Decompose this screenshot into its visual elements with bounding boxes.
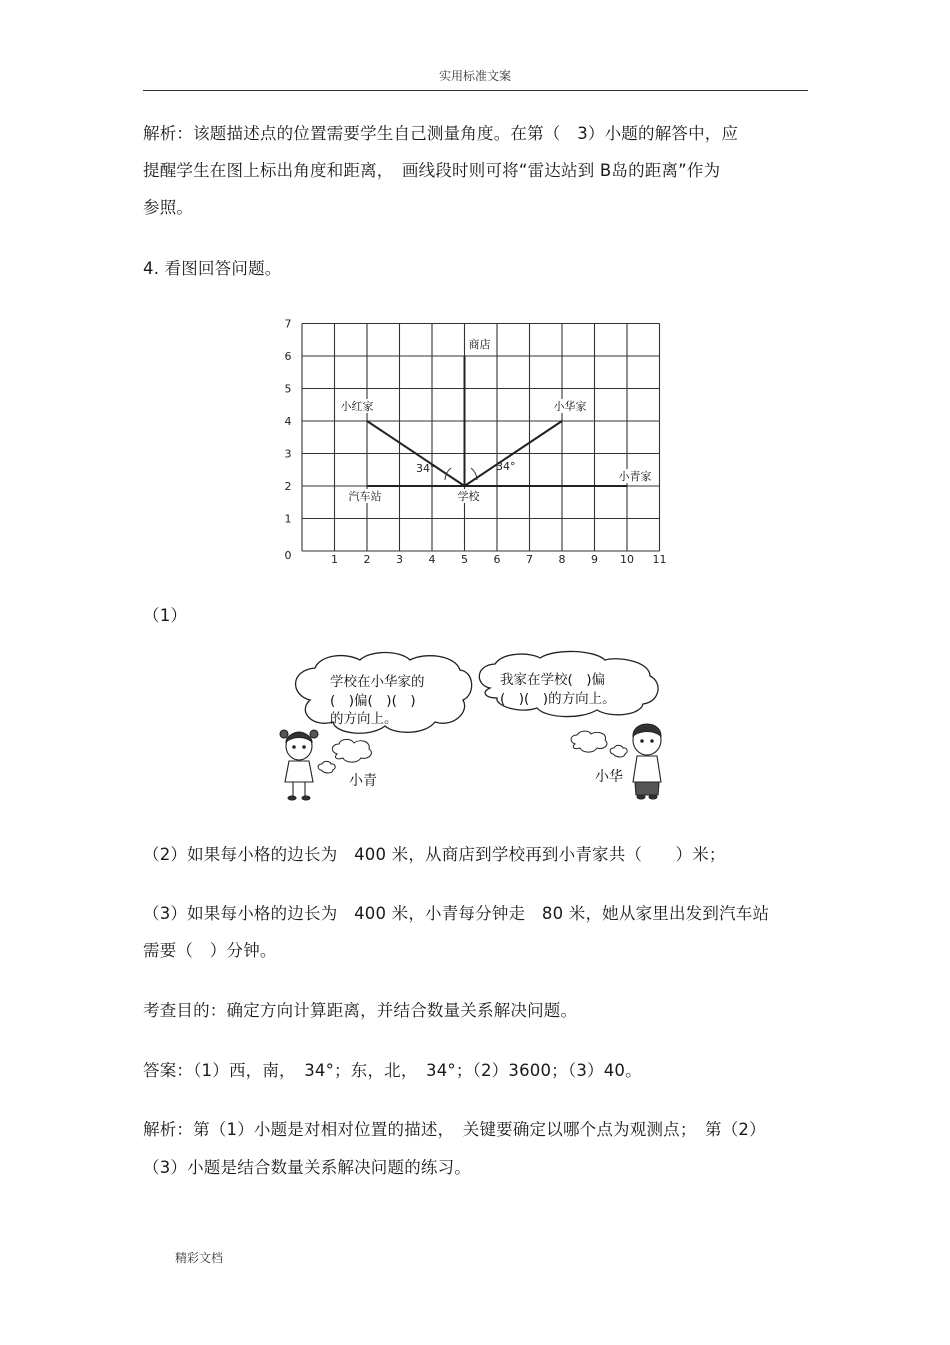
x-tick-label: 2 — [363, 553, 371, 566]
axis-labels — [285, 318, 667, 567]
sub-question-3-line-2: 需要（ ）分钟。 — [143, 941, 277, 960]
y-tick-label: 1 — [284, 512, 292, 526]
question-4-title: 4. 看图回答问题。 — [143, 259, 282, 278]
location-label: 学校 — [457, 490, 480, 503]
bubble-right-line-1: 我家在学校( )偏 — [500, 672, 606, 688]
y-tick-label: 0 — [284, 549, 292, 562]
sub-question-3-line-1: （3）如果每小格的边长为 400 米，小青每分钟走 80 米，她从家里出发到汽车站 — [143, 904, 770, 923]
angle-arcs — [445, 468, 477, 480]
x-tick-label: 8 — [558, 553, 566, 566]
angle-label-right: 34° — [496, 460, 516, 473]
location-label: 小青家 — [618, 470, 652, 483]
thought-cloud-right — [571, 731, 607, 752]
x-tick-label: 3 — [396, 553, 403, 566]
y-tick-label: 7 — [284, 317, 292, 331]
header-rule — [143, 90, 808, 91]
analysis-prev-line-3: 参照。 — [143, 198, 194, 217]
x-tick-label: 11 — [652, 553, 667, 566]
analysis-line-2: （3）小题是结合数量关系解决问题的练习。 — [143, 1158, 471, 1177]
page-footer: 精彩文档 — [175, 1251, 224, 1265]
thought-dot-left — [318, 761, 335, 773]
bubble-left-line-1: 学校在小华家的 — [330, 674, 425, 690]
y-tick-label: 4 — [284, 415, 292, 428]
speech-figure — [275, 650, 680, 810]
grid-lines — [302, 324, 660, 552]
location-label: 小红家 — [340, 400, 374, 413]
bubble-left-line-2: ( )偏( )( ) — [330, 693, 416, 709]
sub-question-2: （2）如果每小格的边长为 400 米，从商店到学校再到小青家共（ ）米； — [143, 845, 726, 864]
x-tick-label: 9 — [591, 553, 598, 566]
x-tick-label: 7 — [526, 553, 533, 566]
y-tick-label: 3 — [284, 447, 292, 461]
answer: 答案：（1）西，南， 34°；东，北， 34°；（2）3600；（3）40。 — [143, 1061, 642, 1080]
bubble-right-line-2: ( )( )的方向上。 — [500, 691, 616, 707]
girl-figure — [280, 730, 318, 800]
x-tick-label: 10 — [620, 553, 634, 566]
name-xiaohua: 小华 — [595, 769, 623, 785]
angle-label-left: 34° — [416, 462, 436, 475]
x-tick-label: 1 — [331, 553, 338, 566]
y-tick-label: 2 — [284, 480, 292, 493]
thought-dot-right — [610, 745, 627, 757]
x-tick-label: 6 — [493, 553, 501, 566]
x-tick-label: 5 — [461, 553, 468, 566]
location-label: 小华家 — [553, 400, 587, 413]
page-header: 实用标准文案 — [438, 69, 511, 83]
y-tick-label: 5 — [284, 382, 292, 396]
y-tick-label: 6 — [284, 350, 292, 363]
x-tick-label: 4 — [428, 553, 436, 566]
bubble-left-line-3: 的方向上。 — [330, 711, 398, 727]
location-labels — [340, 337, 653, 503]
coordinate-grid-figure — [270, 305, 680, 570]
location-label: 汽车站 — [348, 490, 382, 503]
exam-purpose: 考查目的：确定方向计算距离，并结合数量关系解决问题。 — [143, 1001, 578, 1020]
thought-cloud-left — [332, 739, 371, 762]
analysis-prev-line-2: 提醒学生在图上标出角度和距离， 画线段时则可将“雷达站到 B岛的距离”作为 — [143, 161, 721, 180]
analysis-line-1: 解析：第（1）小题是对相对位置的描述， 关键要确定以哪个点为观测点； 第（2） — [143, 1120, 766, 1139]
boy-figure — [633, 724, 661, 799]
sub-question-1: （1） — [143, 606, 188, 625]
analysis-prev-line-1: 解析：该题描述点的位置需要学生自己测量角度。在第（ 3）小题的解答中，应 — [143, 124, 739, 143]
location-label: 商店 — [468, 338, 491, 351]
name-xiaoqing: 小青 — [349, 773, 377, 789]
